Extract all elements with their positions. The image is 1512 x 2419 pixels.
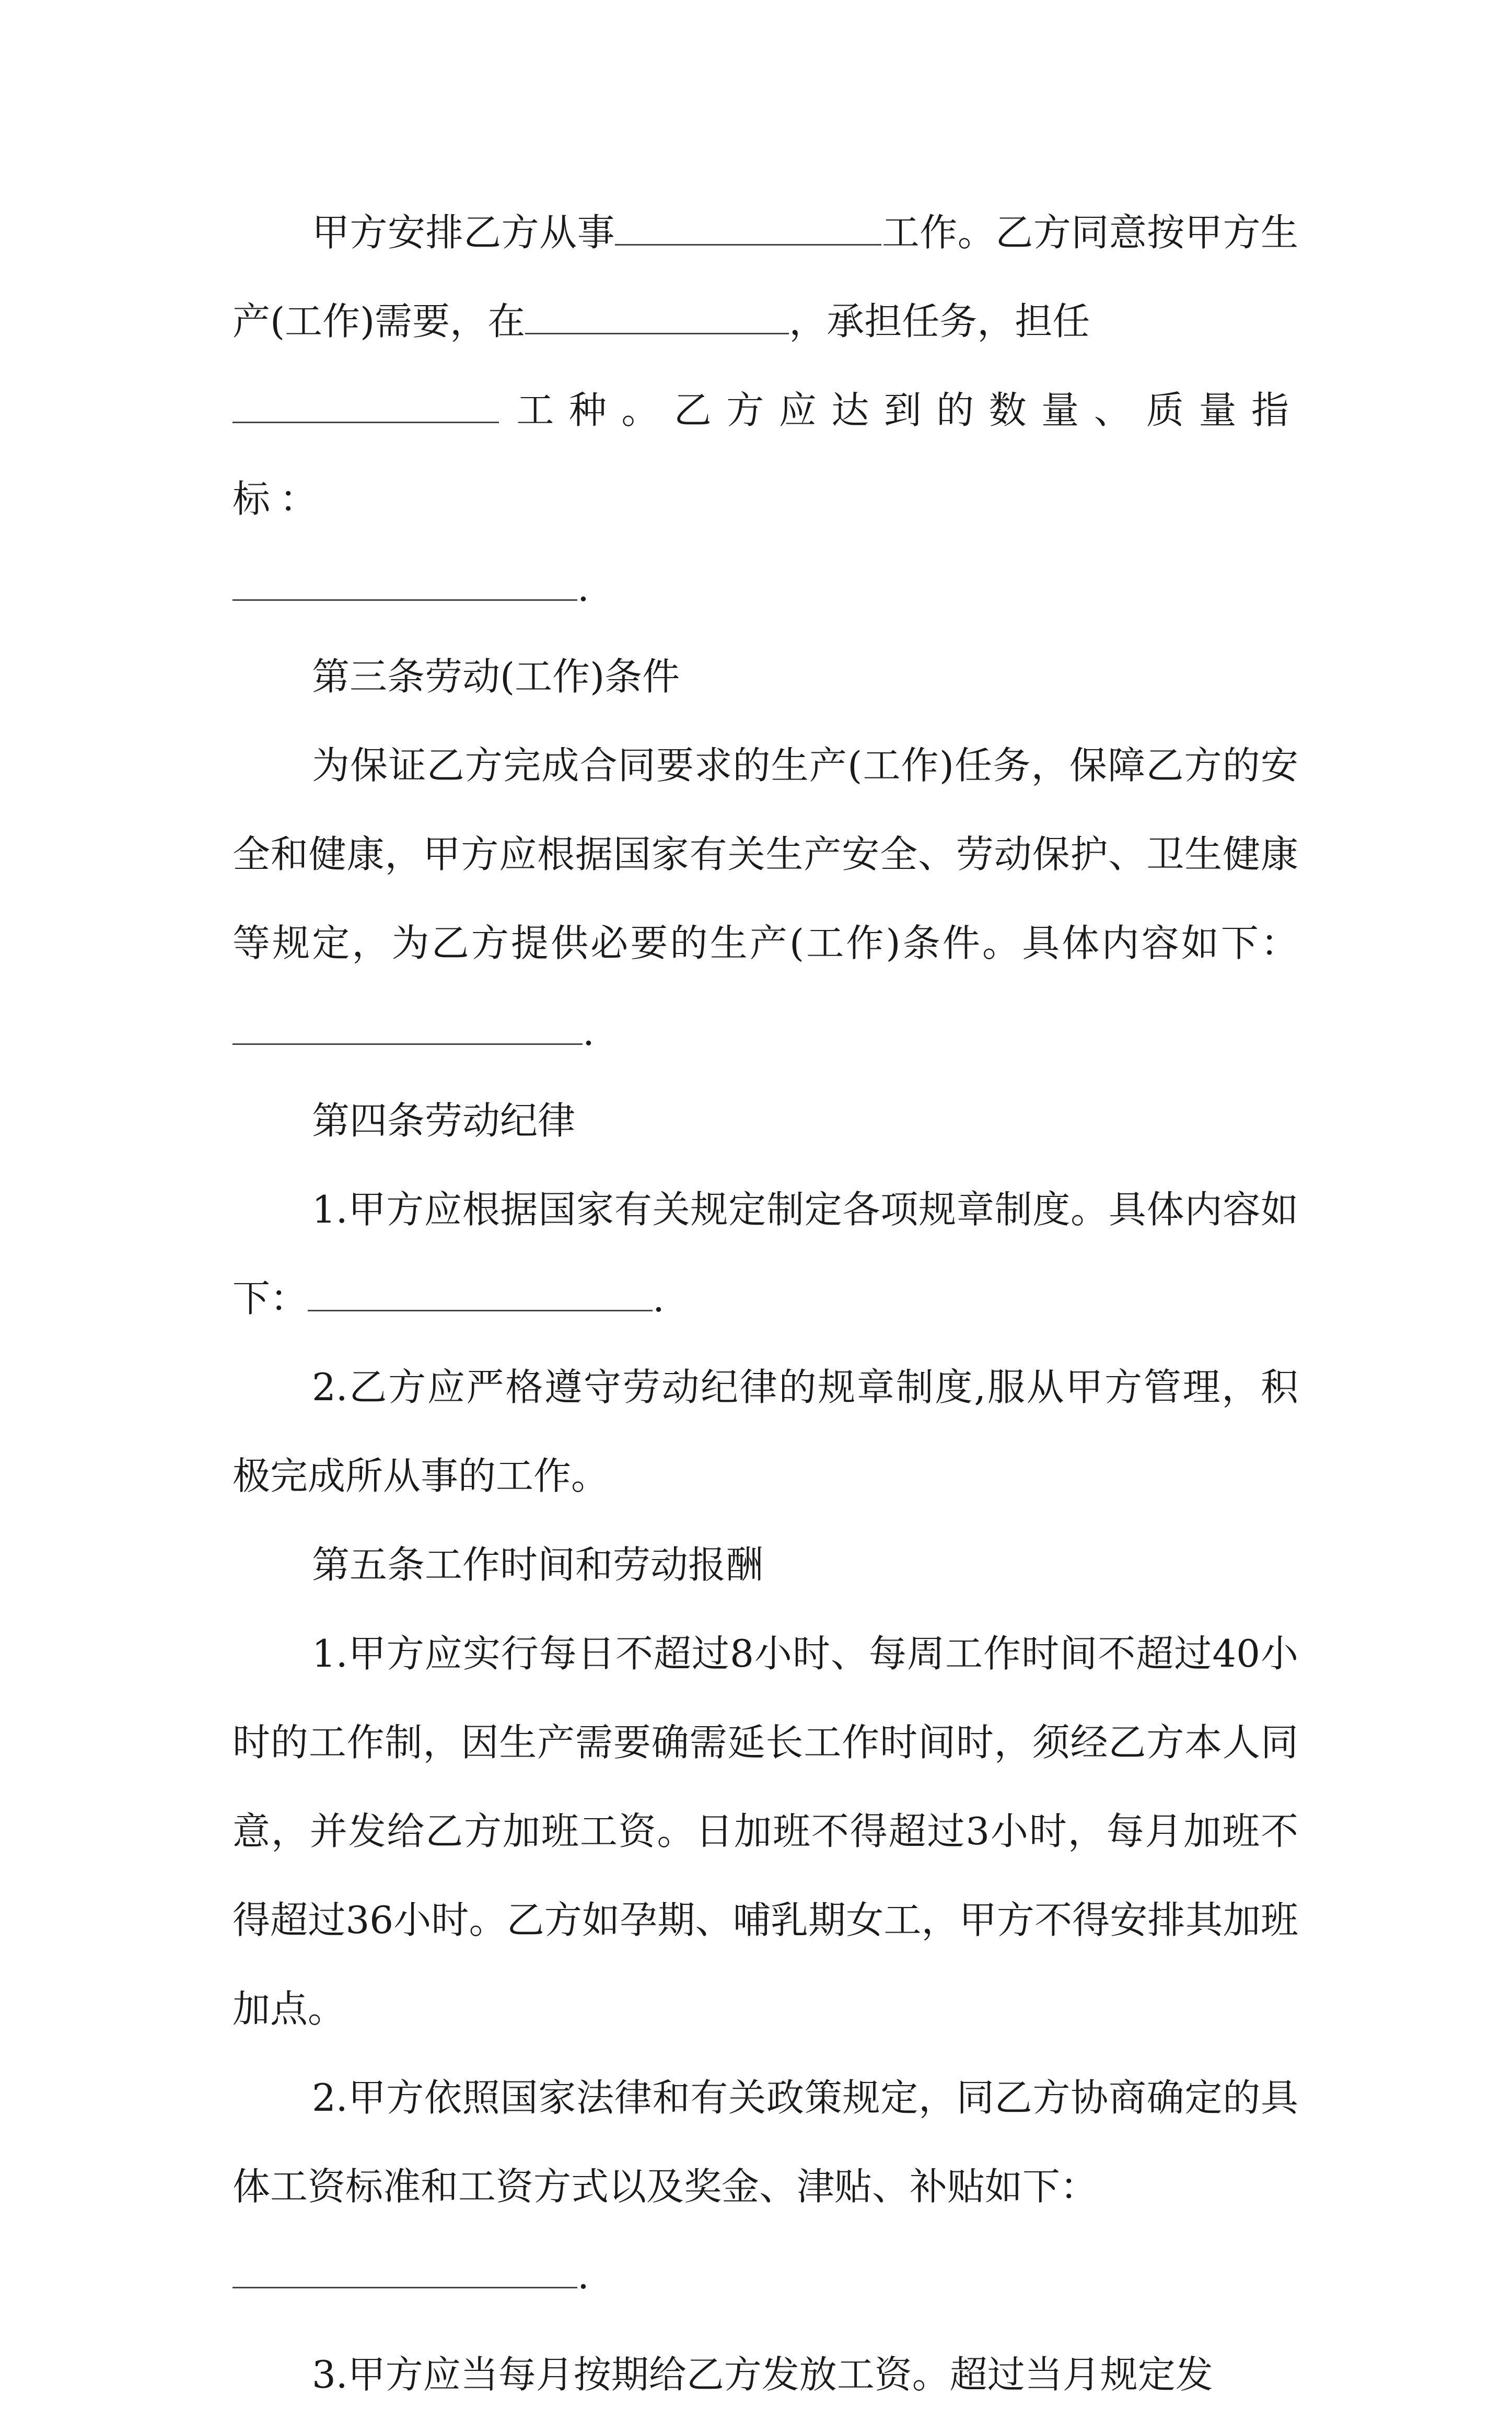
heading-article-3: 第三条劳动(工作)条件 [312,655,680,699]
text-segment: 甲方安排乙方从事 [312,211,615,254]
paragraph-working-hours: 1.甲方应实行每日不超过8小时、每周工作时间不超过40小时的工作制，因生产需要确需延长工作时间时，须经乙方本人同意，并发给乙方加班工资。日加班不得超过3小时，每月加班不得超过36小时。乙方如孕期、哺乳期女工，甲方不得安排其加班加点。 [232,1632,1298,2031]
blank-line [232,388,499,423]
text-segment: ，承担任务，担任 [789,299,1090,343]
blank-line [615,210,881,246]
blank-line [232,565,577,601]
paragraph-work-assignment [232,188,1298,632]
paragraph-payment: 3.甲方应当每月按期给乙方发放工资。超过当月规定发 [312,2353,1213,2397]
blank-line [232,2253,577,2288]
blank-line [525,299,789,334]
text-segment: . [583,1010,595,1054]
text-segment: 1.甲方应根据国家有关规定制定各项规章制度。具体内容如下： [232,1188,1298,1320]
paragraph-rules [232,1165,1298,1343]
heading-article-5: 第五条工作时间和劳动报酬 [312,1543,764,1587]
heading-article-4: 第四条劳动纪律 [312,1099,576,1143]
text-segment: 为保证乙方完成合同要求的生产(工作)任务，保障乙方的安全和健康，甲方应根据国家有关生产安全、劳动保护、卫生健康等规定，为乙方提供必要的生产(工作)条件。具体内容如下： [232,743,1298,965]
text-segment: 工作。乙方同意按甲方生产(工作)需要，在 [232,211,1298,343]
blank-line [232,1009,583,1045]
text-segment: . [653,1276,665,1320]
text-segment: 工种。乙方应达到的数量、质量指标： [232,388,1298,521]
document-page [232,188,1298,2419]
text-segment: . [577,566,589,610]
blank-line [308,1276,653,1311]
paragraph-discipline: 2.乙方应严格遵守劳动纪律的规章制度,服从甲方管理，积极完成所从事的工作。 [232,1365,1298,1498]
paragraph-wages [232,2053,1298,2320]
text-segment: . [577,2253,589,2297]
text-segment: 2.甲方依照国家法律和有关政策规定，同乙方协商确定的具体工资标准和工资方式以及奖金、津贴、补贴如下： [232,2076,1298,2208]
paragraph-work-conditions [232,721,1298,1076]
